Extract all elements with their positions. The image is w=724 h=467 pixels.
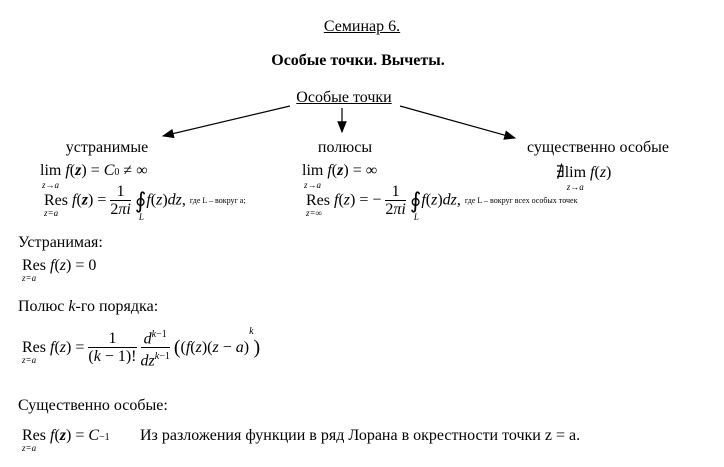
pole-contour-note: где L – вокруг всех особых точек — [464, 196, 578, 205]
removable-residue: Res z=a f(z) = 0 — [22, 257, 97, 283]
pole-heading-k: k — [68, 298, 76, 315]
removable-contour-note: где L – вокруг a; — [189, 196, 246, 205]
branch-removable: устранимые — [65, 139, 149, 156]
pole-residue-integral: Res z=∞ f(z) = − $\frac{1}{2\pi i}$ ∮ L f(z)dz, где L – вокруг всех особых точек — [306, 183, 578, 222]
seminar-label: Семинар 6. — [323, 18, 401, 35]
arrow-to-removable — [163, 106, 290, 136]
pole-residue-formula: Res z=a f(z) = $\frac{1}{(k - 1)!}$ $\frac{d^{k-1}}{dz^{k-1}}$ ($(f(z)(z - a)^k)$ — [22, 326, 261, 370]
essential-heading: Существенно особые: — [18, 397, 168, 414]
pole-heading-post: -го порядка: — [75, 298, 159, 315]
removable-heading: Устранимая: — [18, 234, 103, 251]
pole-heading — [18, 298, 158, 316]
arrow-to-essential — [400, 106, 515, 138]
laurent-note: Из разложения функции в ряд Лорана в окрестности точки z = a. — [140, 427, 581, 444]
removable-residue-integral: Res z=a f(z) = $\frac{1}{2\pi i}$ ∮ L f(z)dz, где L – вокруг a; — [44, 183, 246, 222]
diagram-root: Особые точки — [296, 89, 392, 106]
essential-limit: ∄lim z→a f(z) — [556, 164, 612, 192]
essential-residue: Res z=a f(z) = C−1 — [22, 427, 110, 453]
page-title: Особые точки. Вычеты. — [271, 52, 445, 69]
branch-essential: существенно особые — [527, 139, 669, 156]
pole-heading-pre: Полюс — [18, 298, 69, 315]
pole-limit: lim z→a f(z) = ∞ — [302, 162, 378, 190]
branch-poles: полюсы — [317, 139, 373, 156]
removable-limit: lim z→a f(z) = C0 ≠ ∞ — [40, 162, 148, 190]
